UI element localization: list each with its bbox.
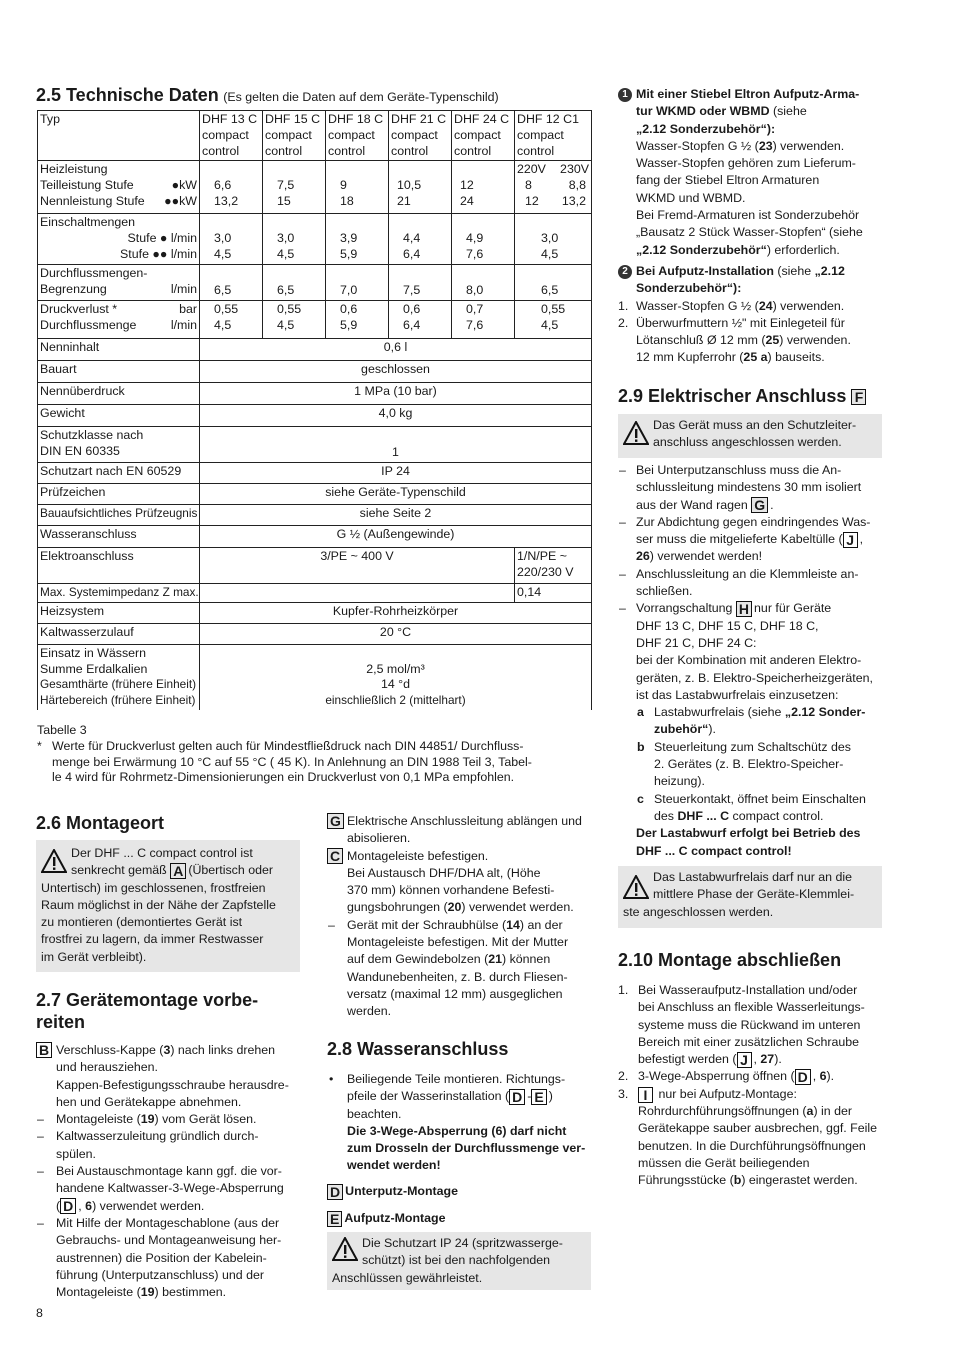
unterputz-label: D Unterputz-Montage [327,1183,591,1200]
table-row-gewicht [38,404,592,426]
section-2-7-title: 2.7 Gerätemontage vorbe- reiten [36,990,259,1032]
model-header: DHF 15 C compact control [263,111,326,161]
section-note: (Es gelten die Daten auf dem Geräte-Typenschild) [223,90,499,104]
section-2-5-heading [36,84,596,106]
figure-ref-e: E [531,1089,546,1105]
list-item: – Zur Abdichtung gegen eindringendes Was- ser muss die mitgelieferte Kabeltülle ( J , 26) verwendet werden! [619,514,871,564]
table-row-bauart [38,360,592,382]
warning-icon [41,849,67,880]
right-column-aufputz [618,86,886,367]
row-label: Nenninhalt [38,338,200,360]
figure-ref-c: C [327,848,343,864]
table-cell: 7,5 [389,264,452,300]
table-cell: 6,5 [515,264,592,300]
warning-box-schutzart: Die Schutzart IP 24 (spritzwasserge- schützt) ist bei den nachfolgenden Anschlüssen gewährleistet. [327,1232,591,1290]
list-item: 1 Mit einer Stiebel Eltron Aufputz-Arma- tur WKMD oder WBMD (siehe „2.12 Sonderzubehör“): Wasser-Stopfen G ½ (23) verwenden. Wasser-Stopfen gehören zum Lieferum- fang der Stiebel Eltron Armaturen WKMD und WBMD. Bei Fremd-Armaturen ist Sonderzubehör „Bausatz 2 Stück Wasser-Stopfen“ (siehe „2.12 Sonderzubehör“) erforderlich. [618,86,886,259]
table-cell: 7,0 [326,264,389,300]
figure-ref-g: G [327,813,344,829]
warning-box-lastabwurf: Das Lastabwurfrelais darf nur an die mittlere Phase der Geräte-Klemmlei- ste angeschlossen werden. [618,866,882,928]
figure-ref-d: D [60,1198,76,1214]
list-item: b Steuerleitung zum Schaltschütz des 2. Gerätes (z. B. Elektro-Speicher- heizung). [637,739,851,789]
table-cell: 0,14 [515,583,592,602]
figure-ref-h: H [736,601,752,617]
typ-label: Typ [38,111,200,161]
figure-ref-a: A [170,863,186,879]
table-cell: 1 [200,426,592,462]
table-row-nennueberdruck [38,382,592,404]
table-caption: Tabelle 3 [37,723,87,737]
table-row-einsatz [38,644,592,710]
table-cell: 4,4 6,4 [389,214,452,264]
section-2-9-body [618,462,886,860]
figure-ref-d: D [795,1069,811,1085]
table-row-heizleistung [38,161,592,214]
row-label: Elektroanschluss [38,547,200,583]
section-2-6-title: 2.6 Montageort [36,813,165,833]
table-cell: 0,6 l [200,338,592,360]
list-item: • Beiliegende Teile montieren. Richtungs- pfeile der Wasserinstallation ( D - E ) beachten. Die 3-Wege-Absperrung (6) darf nicht zum Drosseln der Durchflussmenge ver- wendet werden! [329,1072,586,1173]
list-item: – Gerät mit der Schraubhülse (14) an der Montageleiste befestigen. Mit der Mutter auf dem Gewindebolzen (21) können Wandunebenheiten, z. B. durch Fliesen- versatz (maximal 12 mm) ausgeglichen werden. [328,917,569,1019]
table-cell: 3,0 4,5 [515,214,592,264]
section-2-7-body [36,1042,300,1301]
warning-box-schutzleiter: Das Gerät muss an den Schutzleiter- anschluss angeschlossen werden. [618,414,882,458]
table-row-durchfluss [38,264,592,300]
technical-data-table [37,110,592,710]
table-row-elektroanschluss [38,547,592,583]
table-row-schutzklasse [38,426,592,462]
warning-box-montageort: Der DHF ... C compact control ist senkrecht gemäß A (Übertisch oder Untertisch) im geschlossenen, frostfreien Raum möglichst in der Nähe der Zapfstelle zu montieren (demontiertes Gerät ist frostfrei zu lagern, da immer Restwasser im Gerät verbleibt). [36,840,300,972]
row-label: Nennüberdruck [38,382,200,404]
callout-number-1: 1 [618,88,632,102]
table-cell: Kupfer-Rohrheizkörper [200,602,592,623]
row-label: Kaltwasserzulauf [38,623,200,644]
list-item: 1. Wasser-Stopfen G ½ (24) verwenden. [618,298,845,313]
table-cell: 6,5 [263,264,326,300]
table-cell: 4,9 7,6 [452,214,515,264]
table-cell: 3,0 4,5 [263,214,326,264]
middle-column-steps [327,813,591,1021]
figure-ref-d: D [509,1089,525,1105]
page-number: 8 [36,1306,43,1320]
table-cell: 4,0 kg [200,404,592,426]
table-cell: 12 24 [452,161,515,214]
figure-ref-j: J [843,532,858,548]
row-label: Einschaltmengen Stufe ● l/min Stufe ●● l/min [38,214,200,264]
model-header: DHF 24 C compact control [452,111,515,161]
table-header-row [38,111,592,161]
list-item: – Anschlussleitung an die Klemmleiste an- schließen. [619,566,859,599]
table-cell: 3,0 4,5 [200,214,263,264]
figure-ref-f: F [851,389,866,405]
table-row-heizsystem [38,602,592,623]
list-item: c Steuerkontakt, öffnet beim Einschalten des DHF ... C compact control. [637,791,866,823]
table-cell: 2,5 mol/m³ 14 °d einschließlich 2 (mittelhart) [200,644,592,710]
row-label: Gewicht [38,404,200,426]
list-item: – Bei Austauschmontage kann ggf. die vor- handene Kaltwasser-3-Wege-Absperrung ( D , 6) verwendet werden. [37,1164,284,1215]
model-header: DHF 12 C1 compact control [515,111,592,161]
table-row-einschaltmengen [38,214,592,264]
list-item: – Bei Unterputzanschluss muss die An- schlussleitung mindestens 30 mm isoliert aus der Wand ragen G . [619,463,862,514]
row-label: Durchflussmengen- Begrenzung l/min [38,264,200,300]
figure-ref-b: B [36,1042,52,1058]
list-item: C Montageleiste befestigen. Bei Austausch DHF/DHA alt, (Höhe 370 mm) können vorhandene Befesti- gungsbohrungen (20) verwendet werden. [327,848,591,917]
warning-icon [623,875,649,904]
list-item: B Verschluss-Kappe (3) nach links drehen und herausziehen. Kappen-Befestigungsschraube herausdre- hen und Gerätekappe abnehmen. [36,1042,300,1111]
table-cell: siehe Geräte-Typenschild [200,483,592,504]
table-cell: G ½ (Außengewinde) [200,525,592,547]
row-label: Schutzart nach EN 60529 [38,462,200,483]
figure-ref-i: I [638,1087,653,1103]
table-cell: 3,9 5,9 [326,214,389,264]
table-cell: 0,6 5,9 [326,300,389,338]
section-2-8-title: 2.8 Wasseranschluss [327,1039,509,1059]
table-cell: 220V 230V 8 8,8 12 13,2 [515,161,592,214]
table-row-wasseranschluss [38,525,592,547]
table-cell: 20 °C [200,623,592,644]
section-title: 2.5 Technische Daten [36,85,219,105]
table-row-impedanz [38,583,592,602]
row-label: Bauart [38,360,200,382]
table-row-nenninhalt [38,338,592,360]
list-item: 3. I nur bei Aufputz-Montage: Rohrdurchführungsöffnungen (a) in der Gerätekappe sauber ausbrechen, ggf. Feile benutzen. In die Durchführungsöffnungen müssen die Gerät beiliegenden Führungsstücke (b) eingerastet werden. [618,1086,878,1188]
row-label: Max. Systemimpedanz Z max. [38,583,200,602]
row-label: Bauaufsichtliches Prüfzeugnis [38,504,200,525]
table-cell: 7,5 15 [263,161,326,214]
callout-number-2: 2 [618,265,632,279]
table-cell: 3/PE ~ 400 V [200,547,515,583]
table-cell [200,583,515,602]
table-cell: 0,55 4,5 [200,300,263,338]
table-cell: geschlossen [200,360,592,382]
table-cell: 1/N/PE ~ 220/230 V [515,547,592,583]
row-label: Heizleistung Teilleistung Stufe ●kW Nennleistung Stufe ●●kW [38,161,200,214]
row-label: Druckverlust * bar Durchflussmenge l/min [38,300,200,338]
list-item: – Vorrangschaltung H nur für Geräte DHF 13 C, DHF 15 C, DHF 18 C, DHF 21 C, DHF 24 C: bei der Kombination mit anderen Elektro- geräten, z. B. Elektro-Speicherheizgeräten, ist das Lastabwurfrelais einzusetzen: a Lastabwurfrelais (siehe „2.12 Sonder- zubehör“). b Steuerleitung zum Schaltschütz des 2. Gerätes (z. B. Elektro-Speicher- heizung). c Steuerkontakt, öffnet beim Einschalten des DHF ... C compact control. Der Lastabwurf erfolgt bei Betrieb des DHF ... C compact control! [618,600,886,859]
list-item: 2 Bei Aufputz-Installation (siehe „2.12 Sonderzubehör“): [618,263,886,298]
figure-ref-j: J [737,1052,752,1068]
warning-icon [623,421,649,452]
row-label: Wasseranschluss [38,525,200,547]
table-row-schutzart [38,462,592,483]
list-item: – Montageleiste (19) vom Gerät lösen. [37,1112,257,1127]
model-header: DHF 21 C compact control [389,111,452,161]
table-cell: 10,5 21 [389,161,452,214]
table-cell: 0,7 7,6 [452,300,515,338]
table-cell: 9 18 [326,161,389,214]
table-row-kaltwasserzulauf [38,623,592,644]
section-2-10-body [618,982,886,1190]
table-cell: siehe Seite 2 [200,504,592,525]
table-cell: IP 24 [200,462,592,483]
figure-ref-d: D [327,1184,343,1200]
list-item: 2. 3-Wege-Absperrung öffnen ( D , 6). [618,1069,835,1086]
section-2-10-title: 2.10 Montage abschließen [618,950,842,970]
table-cell: 1 MPa (10 bar) [200,382,592,404]
list-item: 2. Überwurfmuttern ½" mit Einlegeteil für Lötanschluß Ø 12 mm (25) verwenden. 12 mm Kupferrohr (25 a) bauseits. [618,315,851,365]
table-cell: 0,55 4,5 [263,300,326,338]
list-item: – Mit Hilfe der Montageschablone (aus der Gebrauchs- und Montageanweisung her- austrennen) die Position der Kabelein- führung (Unterputzanschluss) und der Montageleiste (19) bestimmen. [37,1215,282,1300]
row-label: Schutzklasse nach DIN EN 60335 [38,426,200,462]
aufputz-label: E Aufputz-Montage [327,1210,591,1227]
list-item: 1. Bei Wasseraufputz-Installation und/oder bei Anschluss an flexible Wasserleitungs- systeme muss die Rückwand im unteren Bereich mit einer zusätzlichen Schraube befestigt werden ( J , 27). [618,983,865,1068]
figure-ref-g: G [751,497,768,513]
figure-ref-e: E [327,1211,342,1227]
table-cell: 0,6 6,4 [389,300,452,338]
table-cell: 6,5 [200,264,263,300]
row-label: Prüfzeichen [38,483,200,504]
list-item: a Lastabwurfrelais (siehe „2.12 Sonder- zubehör“). [637,705,866,737]
table-cell: 8,0 [452,264,515,300]
table-row-pruefzeugnis [38,504,592,525]
section-2-8-body [327,1071,591,1175]
section-2-9-title: 2.9 Elektrischer Anschluss F [618,385,886,407]
table-footnote: * Werte für Druckverlust gelten auch für Mindestfließdruck nach DIN 44851/ Durchfluss- menge bei Erwärmung 10 °C auf 55 °C ( 45 K). In Anlehnung an DIN 1988 Teil 3, Tabel- le 4 wird für Rohrmetz-Dimensionierungen ein Druckverlust von 0,1 MPa empfohlen. [37,739,532,784]
model-header: DHF 18 C compact control [326,111,389,161]
table-cell: 6,6 13,2 [200,161,263,214]
row-label: Heizsystem [38,602,200,623]
warning-icon [332,1237,358,1270]
table-row-druckverlust [38,300,592,338]
model-header: DHF 13 C compact control [200,111,263,161]
list-item: – Kaltwasserzuleitung gründlich durch- spülen. [37,1129,259,1161]
table-cell: 0,55 4,5 [515,300,592,338]
list-item: G Elektrische Anschlussleitung ablängen und abisolieren. [327,813,591,848]
table-row-pruefzeichen [38,483,592,504]
row-label: Einsatz in Wässern Summe Erdalkalien Gesamthärte (frühere Einheit) Härtebereich (frühere Einheit) [38,644,200,710]
